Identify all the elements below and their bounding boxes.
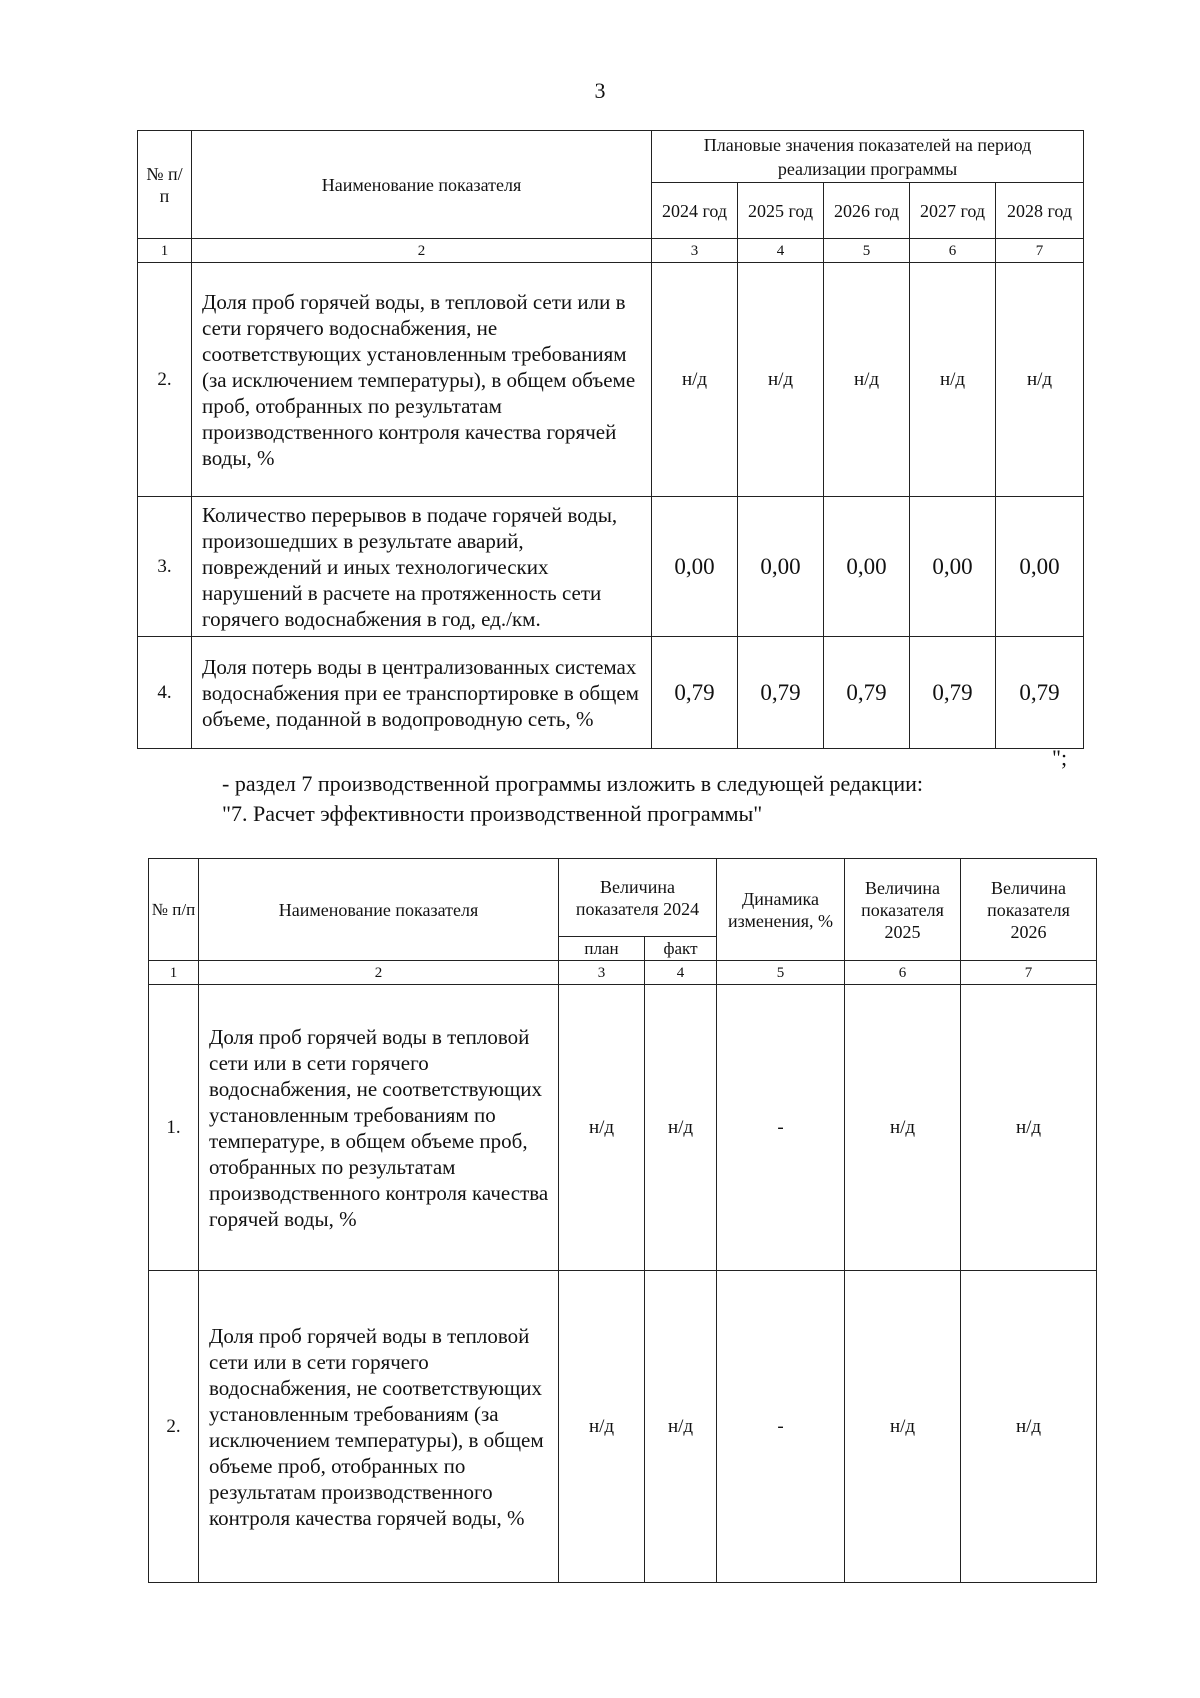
column-number: 4 xyxy=(645,961,717,985)
value-cell: н/д xyxy=(645,1271,717,1583)
column-number: 4 xyxy=(738,239,824,263)
header-value-2025: Величина показателя 2025 xyxy=(845,859,961,961)
value-cell: 0,79 xyxy=(996,637,1084,749)
indicator-name: Доля потерь воды в централизованных системах водоснабжения при ее транспортировке в общем объеме, поданной в водопроводную сеть, % xyxy=(192,637,652,749)
table-row xyxy=(149,1271,1097,1583)
value-cell: - xyxy=(717,985,845,1271)
indicator-name: Доля проб горячей воды в тепловой сети или в сети горячего водоснабжения, не соответствующих установленным требованиям (за исключением температуры), в общем объеме проб, отобранных по результатам производственного контроля качества горячей воды, % xyxy=(199,1271,559,1583)
amendment-paragraph: - раздел 7 производственной программы изложить в следующей редакции: xyxy=(222,771,924,796)
indicator-name: Доля проб горячей воды в тепловой сети или в сети горячего водоснабжения, не соответствующих установленным требованиям по температуре, в общем объеме проб, отобранных по результатам производственного контроля качества горячей воды, % xyxy=(199,985,559,1271)
value-cell: н/д xyxy=(996,263,1084,497)
section-title: "7. Расчет эффективности производственной программы" xyxy=(222,801,763,826)
header-planned-values: Плановые значения показателей на период реализации программы xyxy=(652,131,1084,183)
header-dynamics: Динамика изменения, % xyxy=(717,859,845,961)
column-number: 7 xyxy=(996,239,1084,263)
header-year: 2028 год xyxy=(996,183,1084,239)
header-fact: факт xyxy=(645,937,717,961)
closing-quote: "; xyxy=(1052,745,1068,770)
value-cell: 0,00 xyxy=(824,497,910,637)
column-number: 2 xyxy=(192,239,652,263)
value-cell: н/д xyxy=(559,1271,645,1583)
row-number: 3. xyxy=(138,497,192,637)
header-year: 2027 год xyxy=(910,183,996,239)
value-cell: н/д xyxy=(961,985,1097,1271)
table-row xyxy=(149,985,1097,1271)
value-cell: 0,00 xyxy=(652,497,738,637)
column-number: 5 xyxy=(717,961,845,985)
row-number: 4. xyxy=(138,637,192,749)
column-number: 3 xyxy=(652,239,738,263)
row-number: 2. xyxy=(149,1271,199,1583)
indicator-name: Доля проб горячей воды, в тепловой сети или в сети горячего водоснабжения, не соответствующих установленным требованиям (за исключением температуры), в общем объеме проб, отобранных по результатам производственного контроля качества горячей воды, % xyxy=(192,263,652,497)
value-cell: н/д xyxy=(845,1271,961,1583)
value-cell: н/д xyxy=(645,985,717,1271)
table-row xyxy=(138,637,1084,749)
value-cell: 0,79 xyxy=(910,637,996,749)
value-cell: н/д xyxy=(845,985,961,1271)
value-cell: н/д xyxy=(961,1271,1097,1583)
header-indicator-name: Наименование показателя xyxy=(199,859,559,961)
table-row xyxy=(138,497,1084,637)
value-cell: н/д xyxy=(910,263,996,497)
value-cell: 0,79 xyxy=(738,637,824,749)
value-cell: 0,00 xyxy=(910,497,996,637)
header-year: 2026 год xyxy=(824,183,910,239)
column-number: 1 xyxy=(149,961,199,985)
column-number: 2 xyxy=(199,961,559,985)
header-indicator-name: Наименование показателя xyxy=(192,131,652,239)
header-value-2026: Величина показателя 2026 xyxy=(961,859,1097,961)
value-cell: 0,79 xyxy=(824,637,910,749)
header-year: 2024 год xyxy=(652,183,738,239)
value-cell: - xyxy=(717,1271,845,1583)
column-number: 5 xyxy=(824,239,910,263)
row-number: 1. xyxy=(149,985,199,1271)
header-row-number: № п/п xyxy=(138,131,192,239)
column-number: 6 xyxy=(845,961,961,985)
value-cell: н/д xyxy=(824,263,910,497)
value-cell: н/д xyxy=(559,985,645,1271)
page-number: 3 xyxy=(594,78,606,103)
value-cell: н/д xyxy=(738,263,824,497)
header-year: 2025 год xyxy=(738,183,824,239)
value-cell: н/д xyxy=(652,263,738,497)
column-number: 7 xyxy=(961,961,1097,985)
efficiency-table xyxy=(148,858,1097,1583)
value-cell: 0,79 xyxy=(652,637,738,749)
column-number: 3 xyxy=(559,961,645,985)
column-number: 6 xyxy=(910,239,996,263)
row-number: 2. xyxy=(138,263,192,497)
value-cell: 0,00 xyxy=(738,497,824,637)
planned-values-table xyxy=(137,130,1084,749)
column-number: 1 xyxy=(138,239,192,263)
indicator-name: Количество перерывов в подаче горячей воды, произошедших в результате аварий, повреждений и иных технологических нарушений в расчете на протяженность сети горячего водоснабжения в год, ед./км. xyxy=(192,497,652,637)
value-cell: 0,00 xyxy=(996,497,1084,637)
header-plan: план xyxy=(559,937,645,961)
header-value-2024: Величина показателя 2024 xyxy=(559,859,717,937)
table-row xyxy=(138,263,1084,497)
header-row-number: № п/п xyxy=(149,859,199,961)
